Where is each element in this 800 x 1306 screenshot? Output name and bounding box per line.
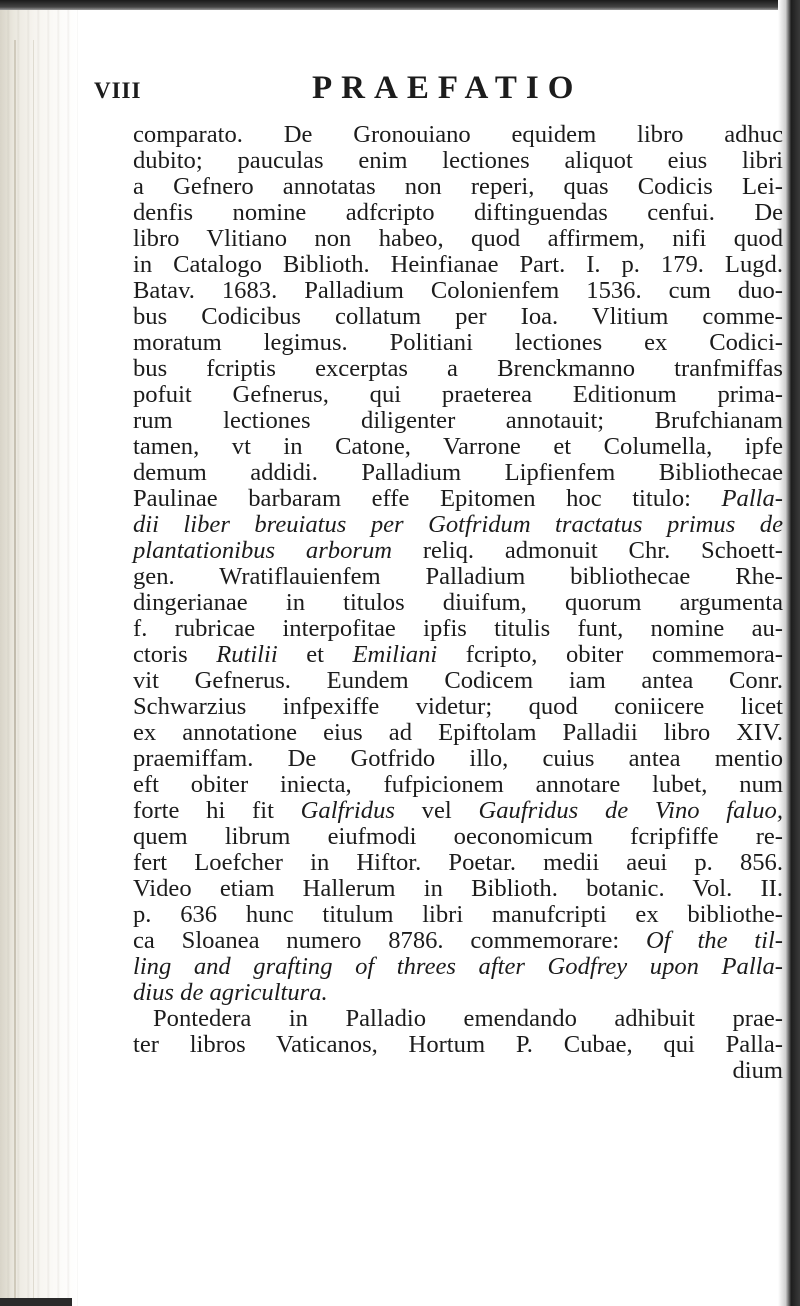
gutter-line: [14, 40, 16, 1306]
text-segment: comparato. De Gronouiano equidem libro adhuc: [133, 121, 783, 148]
text-line: [133, 434, 783, 460]
text-line: [133, 564, 783, 590]
text-line: [133, 876, 783, 902]
text-segment: bus Codicibus collatum per Ioa. Vlitium comme-: [133, 303, 783, 330]
text-line: [133, 720, 783, 746]
binding-gutter: [0, 10, 78, 1306]
text-line: [133, 148, 783, 174]
text-line: [133, 850, 783, 876]
text-segment: denfis nomine adfcripto diftinguendas cenfui. De: [133, 199, 783, 226]
page-header: [94, 70, 782, 122]
text-segment: forte hi fit: [133, 797, 301, 824]
text-segment: p. 636 hunc titulum libri manufcripti ex bibliothe-: [133, 901, 783, 928]
italic-text-segment: Gaufridus de Vino faluo,: [478, 797, 783, 824]
text-segment: vel: [394, 797, 479, 824]
text-line: [133, 278, 783, 304]
italic-text-segment: Rutilii: [216, 641, 278, 668]
text-segment: Batav. 1683. Palladium Colonienfem 1536. cum duo-: [133, 277, 783, 304]
text-segment: demum addidi. Palladium Lipfienfem Bibliothecae: [133, 459, 783, 486]
text-segment: ca Sloanea numero 8786. commemorare:: [133, 927, 647, 954]
text-segment: gen. Wratiflauienfem Palladium bibliothecae Rhe-: [133, 563, 783, 590]
text-segment: moratum legimus. Politiani lectiones ex Codici-: [133, 329, 783, 356]
text-segment: Video etiam Hallerum in Biblioth. botanic. Vol. II.: [133, 875, 783, 902]
text-segment: a Gefnero annotatas non reperi, quas Codicis Lei-: [133, 173, 783, 200]
scan-edge-bottom: [0, 1298, 72, 1306]
text-segment: eft obiter iniecta, fufpicionem annotare lubet, num: [133, 771, 783, 798]
text-segment: bus fcriptis excerptas a Brenckmanno tranfmiffas: [133, 355, 783, 382]
italic-text-segment: Galfridus: [300, 797, 395, 824]
text-line: [133, 252, 783, 278]
text-line: [133, 616, 783, 642]
text-line: [133, 330, 783, 356]
text-line: [133, 356, 783, 382]
text-segment: libro Vlitiano non habeo, quod affirmem, nifi quod: [133, 225, 783, 252]
text-line: [133, 512, 783, 538]
italic-text-segment: dii liber breuiatus per Gotfridum tractatus primus de: [133, 511, 783, 538]
text-line: [133, 460, 783, 486]
text-line: [133, 668, 783, 694]
text-segment: reliq. admonuit Chr. Schoett-: [392, 537, 783, 564]
text-segment: ter libros Vaticanos, Hortum P. Cubae, qui Palla-: [133, 1031, 783, 1058]
text-line: [133, 304, 783, 330]
text-line: [133, 772, 783, 798]
text-line: [133, 902, 783, 928]
text-segment: vit Gefnerus. Eundem Codicem iam antea Conr.: [133, 667, 783, 694]
text-segment: fcripto, obiter commemora-: [437, 641, 784, 668]
text-line: [133, 122, 783, 148]
text-segment: dingerianae in titulos diuifum, quorum argumenta: [133, 589, 783, 616]
text-line: [133, 382, 783, 408]
text-line: [133, 746, 783, 772]
text-segment: Pontedera in Palladio emendando adhibuit prae-: [153, 1005, 783, 1032]
text-segment: et: [277, 641, 353, 668]
text-segment: f. rubricae interpofitae ipfis titulis funt, nomine au-: [133, 615, 783, 642]
text-segment: pofuit Gefnerus, qui praeterea Editionum prima-: [133, 381, 783, 408]
text-segment: ctoris: [133, 641, 217, 668]
text-segment: dubito; pauculas enim lectiones aliquot eius libri: [133, 147, 783, 174]
text-line: [133, 1058, 783, 1084]
italic-text-segment: ling and grafting of threes after Godfrey upon Palla-: [133, 953, 783, 980]
text-segment: rum lectiones diligenter annotauit; Brufchianam: [133, 407, 783, 434]
text-segment: ex annotatione eius ad Epiftolam Palladii libro XIV.: [133, 719, 783, 746]
text-segment: fert Loefcher in Hiftor. Poetar. medii aeui p. 856.: [133, 849, 783, 876]
text-line: [133, 590, 783, 616]
text-line: [133, 824, 783, 850]
text-line: [133, 642, 783, 668]
text-line: [133, 538, 783, 564]
body-text: [94, 122, 783, 1084]
gutter-line: [33, 40, 34, 1306]
italic-text-segment: plantationibus arborum: [133, 537, 393, 564]
text-segment: quem librum eiufmodi oeconomicum fcripfiffe re-: [133, 823, 783, 850]
text-line: [133, 980, 783, 1006]
text-line: [133, 1032, 783, 1058]
text-segment: Paulinae barbaram effe Epitomen hoc titulo:: [133, 485, 722, 512]
text-line: [133, 200, 783, 226]
book-page: [94, 70, 782, 1084]
italic-text-segment: Palla-: [721, 485, 783, 512]
text-segment: praemiffam. De Gotfrido illo, cuius antea mentio: [133, 745, 783, 772]
text-segment: dium: [732, 1057, 783, 1084]
text-line: [133, 954, 783, 980]
text-line: [133, 694, 783, 720]
text-line: [133, 174, 783, 200]
text-line: [133, 226, 783, 252]
italic-text-segment: Of the til-: [646, 927, 783, 954]
text-segment: tamen, vt in Catone, Varrone et Columella, ipfe: [133, 433, 783, 460]
running-title: PRAEFATIO: [312, 70, 583, 106]
text-line: [133, 928, 783, 954]
italic-text-segment: dius de agricultura.: [133, 979, 328, 1006]
text-segment: in Catalogo Biblioth. Heinfianae Part. I. p. 179. Lugd.: [133, 251, 783, 278]
text-line: [133, 486, 783, 512]
text-segment: Schwarzius infpexiffe videtur; quod coniicere licet: [133, 693, 783, 720]
scan-edge-top: [0, 0, 800, 10]
italic-text-segment: Emiliani: [352, 641, 438, 668]
text-line: [133, 408, 783, 434]
text-line: [133, 1006, 783, 1032]
text-line: [133, 798, 783, 824]
page-number: VIII: [94, 78, 142, 103]
